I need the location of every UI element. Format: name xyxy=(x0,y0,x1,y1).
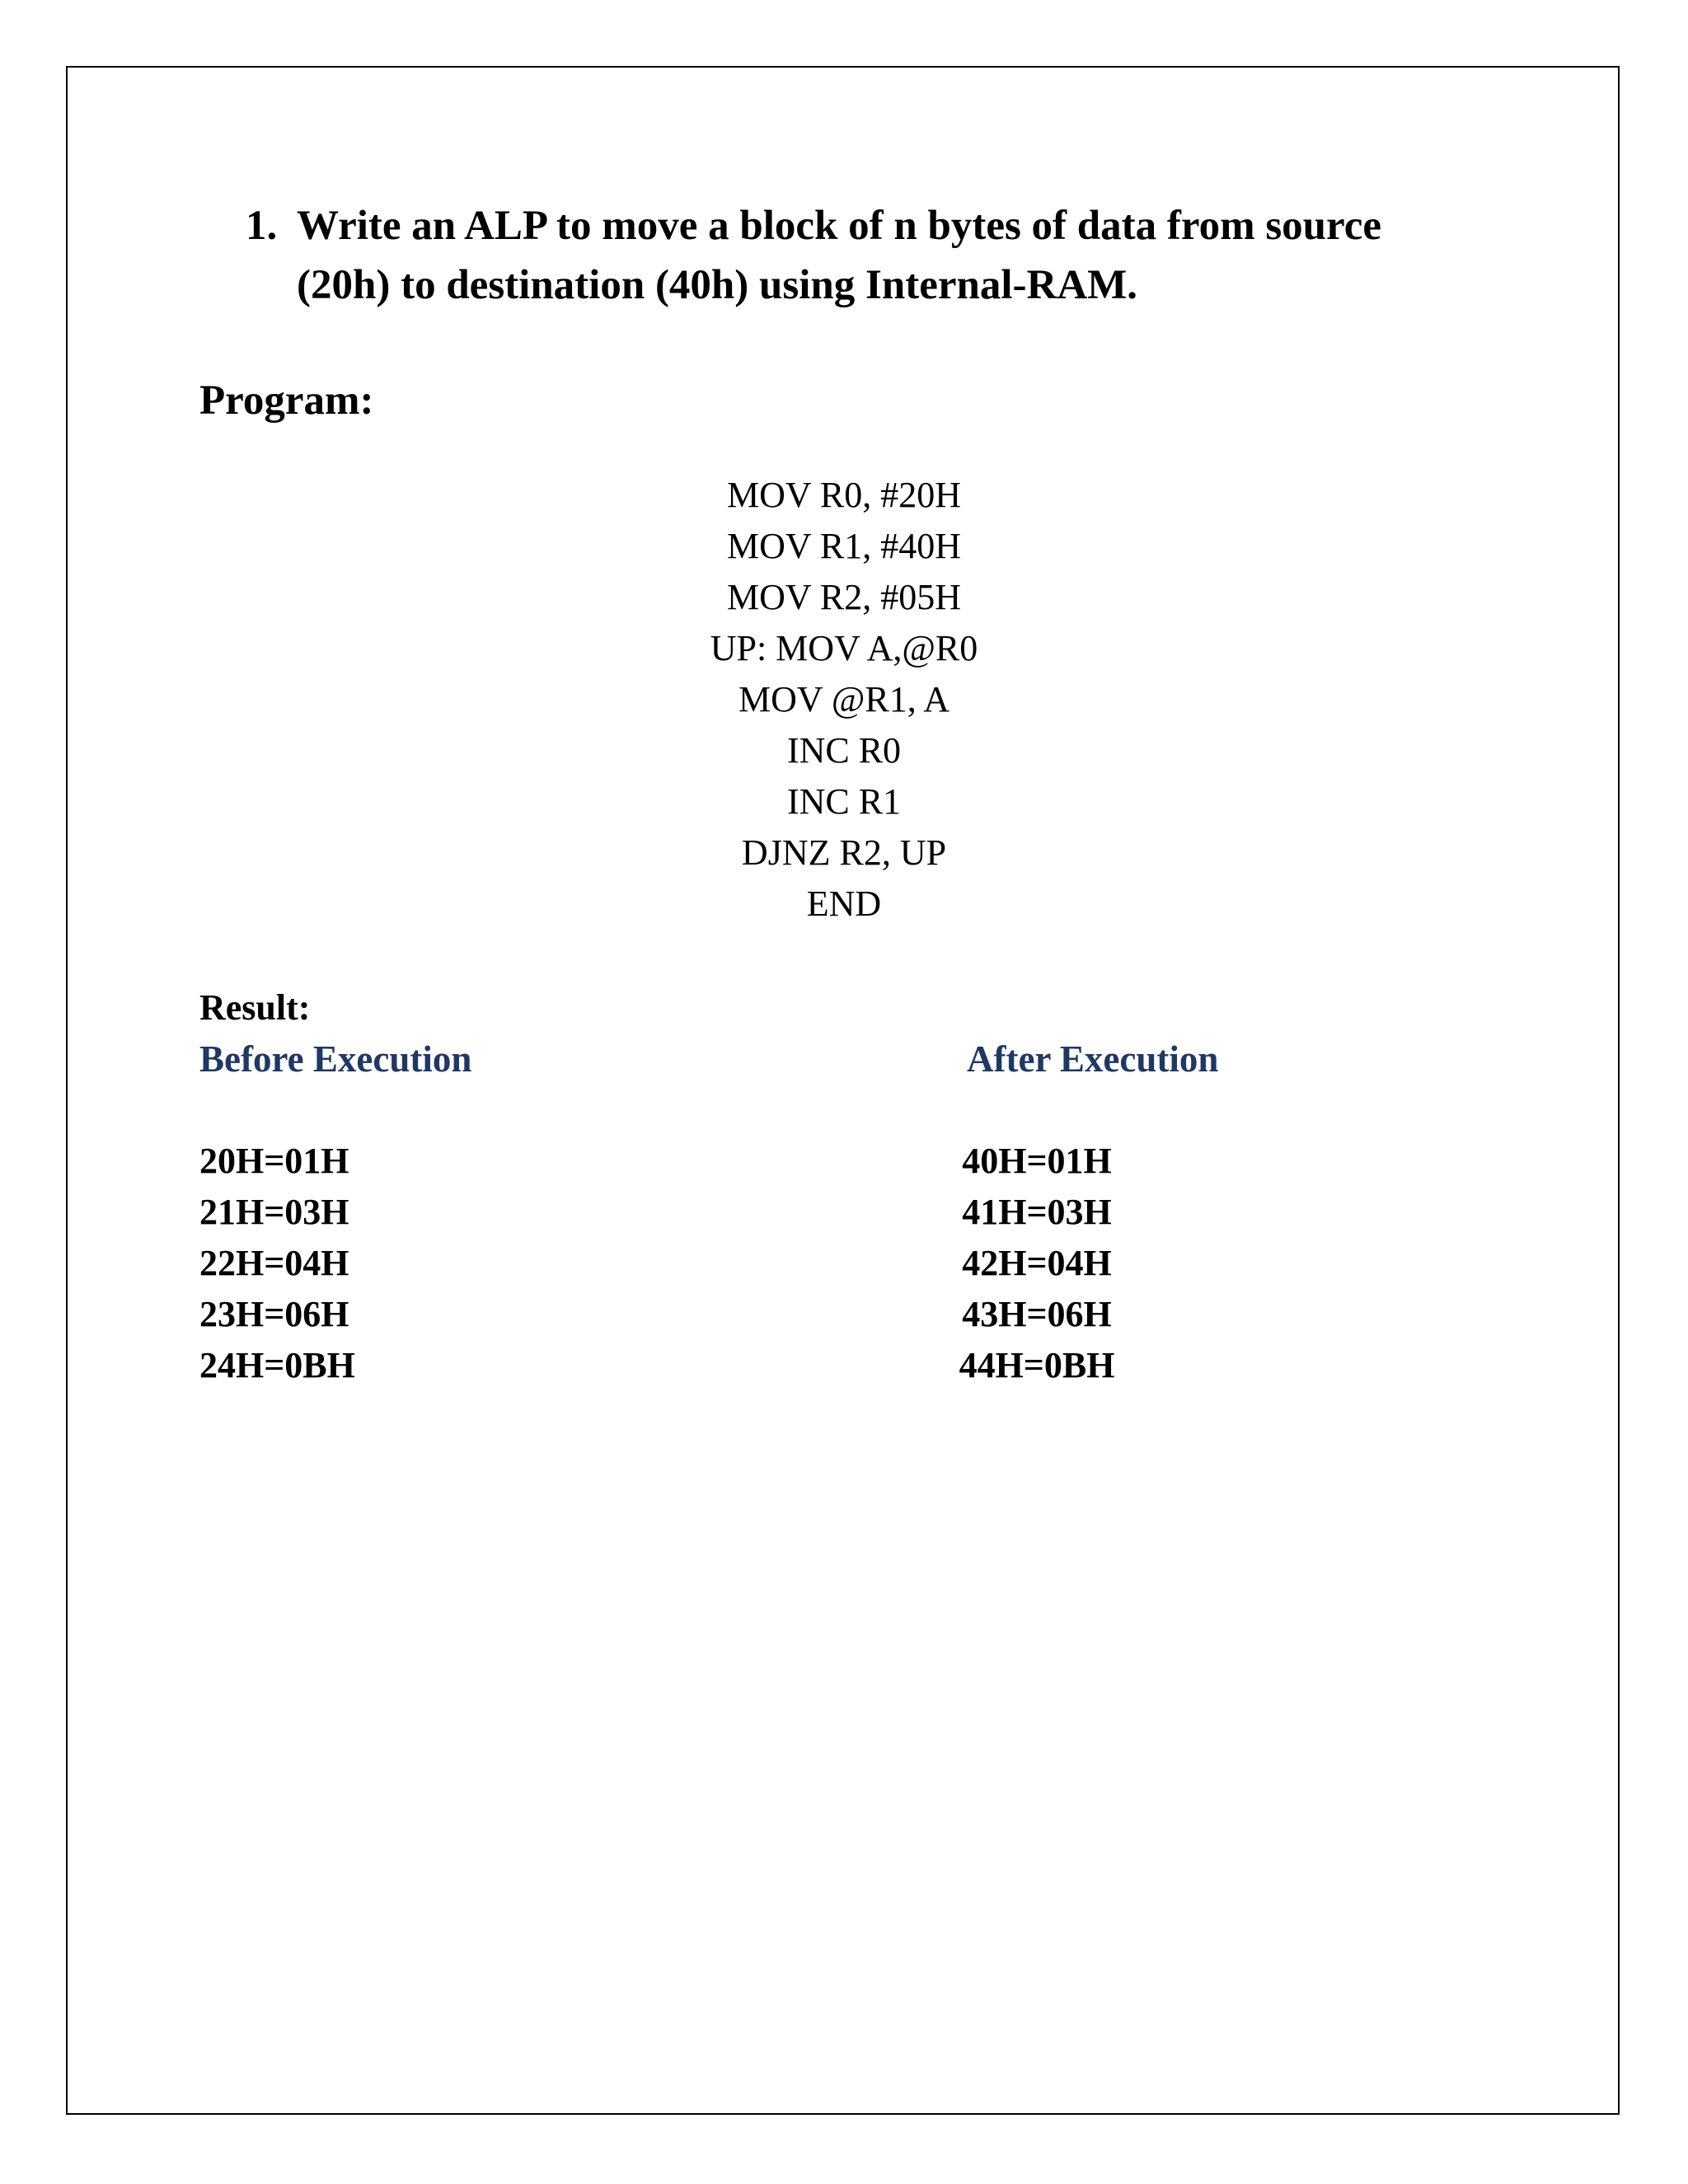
question xyxy=(246,196,1548,315)
memory-item: 43H=06H xyxy=(962,1294,1112,1334)
code-line: MOV R0, #20H xyxy=(726,475,961,515)
code-line: MOV R2, #05H xyxy=(726,577,961,617)
memory-item: 44H=0BH xyxy=(959,1345,1115,1385)
code-line: UP: MOV A,@R0 xyxy=(710,628,978,668)
code-line: INC R1 xyxy=(786,781,902,822)
memory-item: 23H=06H xyxy=(199,1294,349,1334)
question-line-1: Write an ALP to move a block of n bytes of data from source xyxy=(297,203,1382,249)
after-execution-heading: After Execution xyxy=(967,1038,1219,1080)
memory-item: 24H=0BH xyxy=(199,1345,355,1385)
memory-item: 41H=03H xyxy=(962,1192,1112,1232)
code-line: MOV R1, #40H xyxy=(726,526,961,566)
code-line: INC R0 xyxy=(786,730,902,771)
program-heading: Program: xyxy=(199,377,374,424)
question-line-2: (20h) to destination (40h) using Internal-RAM. xyxy=(297,262,1138,308)
memory-item: 40H=01H xyxy=(962,1141,1112,1181)
memory-item: 20H=01H xyxy=(199,1141,349,1181)
result-heading: Result: xyxy=(199,987,311,1028)
code-line: END xyxy=(806,883,882,924)
before-execution-heading: Before Execution xyxy=(199,1038,472,1080)
page-border xyxy=(66,66,1620,2115)
code-line: DJNZ R2, UP xyxy=(741,832,947,873)
after-memory-list xyxy=(954,1136,1119,1391)
memory-item: 42H=04H xyxy=(962,1243,1112,1283)
question-number: 1. xyxy=(246,203,278,249)
memory-item: 22H=04H xyxy=(199,1243,349,1283)
code-line: MOV @R1, A xyxy=(738,679,950,719)
memory-item: 21H=03H xyxy=(199,1192,349,1232)
question-text xyxy=(297,196,1548,315)
program-code xyxy=(0,470,1688,930)
before-memory-list xyxy=(199,1136,355,1391)
